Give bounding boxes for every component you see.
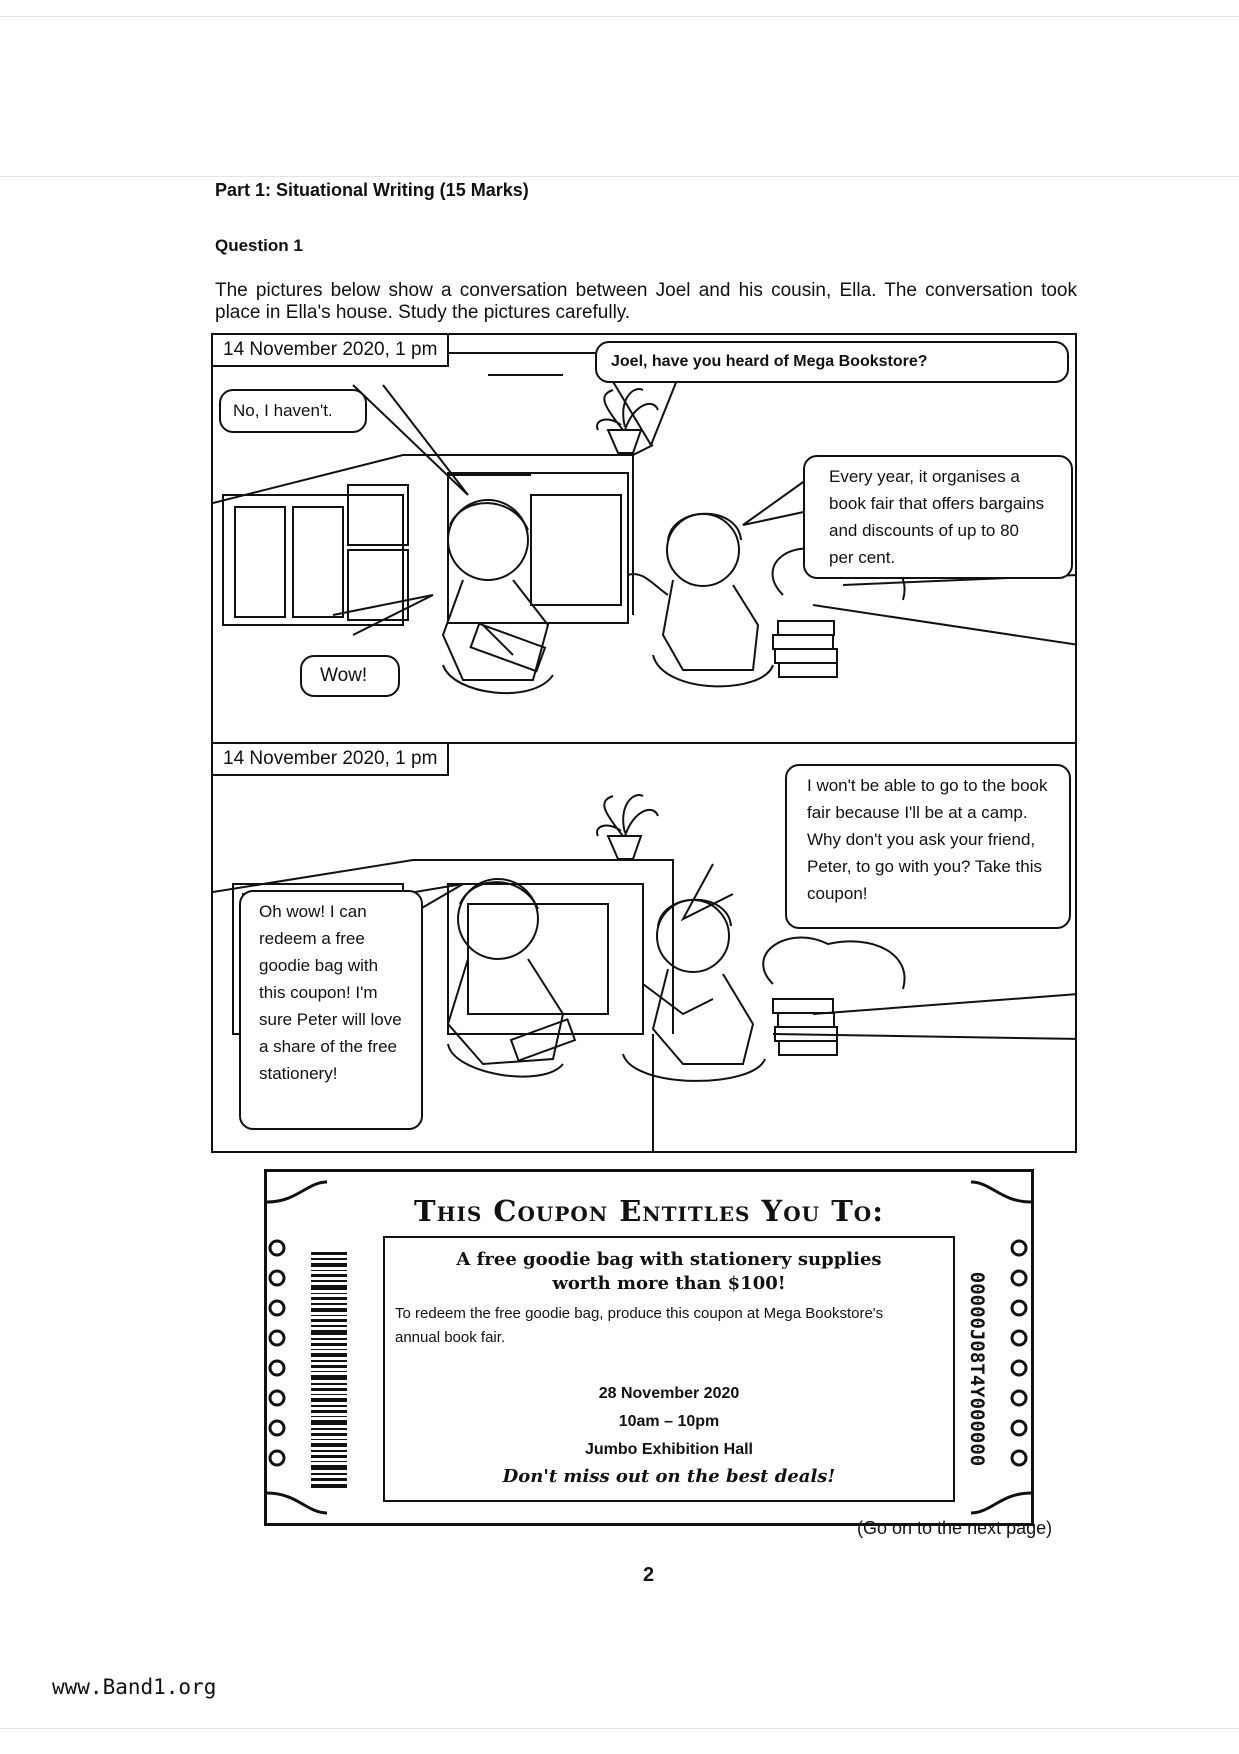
footer-note: (Go on to the next page): [857, 1518, 1053, 1538]
section-heading: Part 1: Situational Writing (15 Marks): [215, 180, 529, 200]
barcode-icon: [311, 1252, 347, 1492]
coupon-offer-line1: A free goodie bag with stationery supplies: [456, 1249, 882, 1270]
joel-wow-bubble: Wow!: [300, 655, 400, 697]
comic-panel-1: [211, 333, 1077, 744]
ella-question-bubble: Joel, have you heard of Mega Bookstore?: [595, 341, 1069, 383]
coupon: [264, 1169, 1034, 1526]
ella-camp-bubble: I won't be able to go to the book fair because I'll be at a camp. Why don't you ask your friend, Peter, to go with you? Take this coupon!: [785, 764, 1071, 929]
coupon-date: 28 November 2020: [598, 1385, 740, 1402]
coupon-serial: 00000J08T4Y000000: [966, 1271, 988, 1467]
watermark: www.Band1.org: [52, 1675, 217, 1699]
coupon-details: [383, 1236, 955, 1502]
coupon-instructions: To redeem the free goodie bag, produce this coupon at Mega Bookstore's annual book fair.: [395, 1305, 884, 1346]
coupon-title: This Coupon Entitles You To:: [414, 1194, 884, 1228]
question-label: Question 1: [215, 236, 303, 255]
intro-text: The pictures below show a conversation between Joel and his cousin, Ella. The conversation took place in Ella's house. Study the pictures carefully.: [215, 280, 1077, 323]
ella-info-bubble: Every year, it organises a book fair that offers bargains and discounts of up to 80 per cent.: [803, 455, 1073, 579]
panel-1-timestamp: 14 November 2020, 1 pm: [213, 335, 449, 367]
panel-2-timestamp: 14 November 2020, 1 pm: [213, 744, 449, 776]
joel-reply-bubble: No, I haven't.: [219, 389, 367, 433]
coupon-time: 10am – 10pm: [618, 1413, 720, 1430]
joel-coupon-bubble: Oh wow! I can redeem a free goodie bag with this coupon! I'm sure Peter will love a share of the free stationery!: [239, 890, 423, 1130]
page-number: 2: [643, 1564, 655, 1586]
coupon-tagline: Don't miss out on the best deals!: [502, 1466, 836, 1487]
comic-panel-2: [211, 742, 1077, 1153]
coupon-offer-line2: worth more than $100!: [552, 1273, 786, 1294]
coupon-venue: Jumbo Exhibition Hall: [584, 1441, 753, 1458]
